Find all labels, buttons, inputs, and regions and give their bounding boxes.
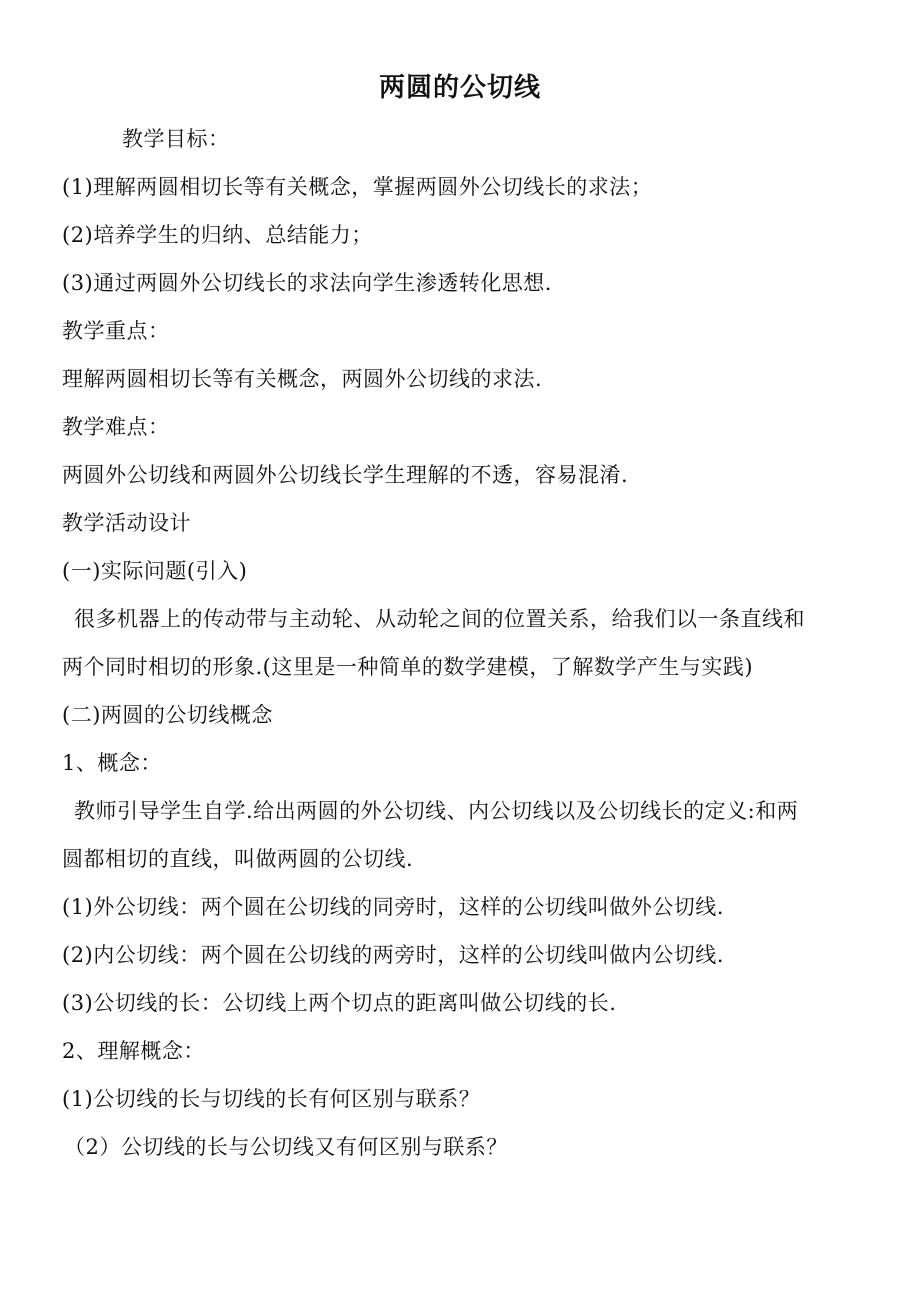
paragraph-concept-line-1: 教师引导学生自学.给出两圆的外公切线、内公切线以及公切线长的定义:和两 [74,799,799,823]
subsection-heading-concept: (二)两圆的公切线概念 [62,703,273,727]
definition-tangent-length: (3)公切线的长：公切线上两个切点的距离叫做公切线的长. [62,991,617,1015]
key-points-text: 理解两圆相切长等有关概念，两圆外公切线的求法. [62,367,543,391]
question-1: (1)公切线的长与切线的长有何区别与联系？ [62,1087,481,1111]
section-heading-key-points: 教学重点： [62,319,170,343]
paragraph-practical-problem-line-1: 很多机器上的传动带与主动轮、从动轮之间的位置关系，给我们以一条直线和 [74,607,805,631]
document-title: 两圆的公切线 [378,73,541,103]
paragraph-concept-line-2: 圆都相切的直线，叫做两圆的公切线. [62,847,414,871]
paragraph-practical-problem-line-2: 两个同时相切的形象.(这里是一种简单的数学建模，了解数学产生与实践) [62,655,754,679]
definition-external-tangent: (1)外公切线：两个圆在公切线的同旁时，这样的公切线叫做外公切线. [62,895,724,919]
item-heading-concept: 1、概念： [62,751,162,775]
definition-internal-tangent: (2)内公切线：两个圆在公切线的两旁时，这样的公切线叫做内公切线. [62,943,724,967]
objective-item-1: (1)理解两圆相切长等有关概念，掌握两圆外公切线长的求法； [62,175,653,199]
objective-item-3: (3)通过两圆外公切线长的求法向学生渗透转化思想. [62,271,552,295]
objective-item-2: (2)培养学生的归纳、总结能力； [62,223,373,247]
question-2: （2）公切线的长与公切线又有何区别与联系？ [64,1135,508,1159]
section-heading-difficulties: 教学难点： [62,415,170,439]
difficulties-text: 两圆外公切线和两圆外公切线长学生理解的不透，容易混淆. [62,463,629,487]
subsection-heading-practical-problem: (一)实际问题(引入) [62,559,248,583]
section-heading-activity-design: 教学活动设计 [62,511,191,535]
item-heading-understand-concept: 2、理解概念： [62,1039,205,1063]
section-heading-objectives: 教学目标： [122,127,230,151]
